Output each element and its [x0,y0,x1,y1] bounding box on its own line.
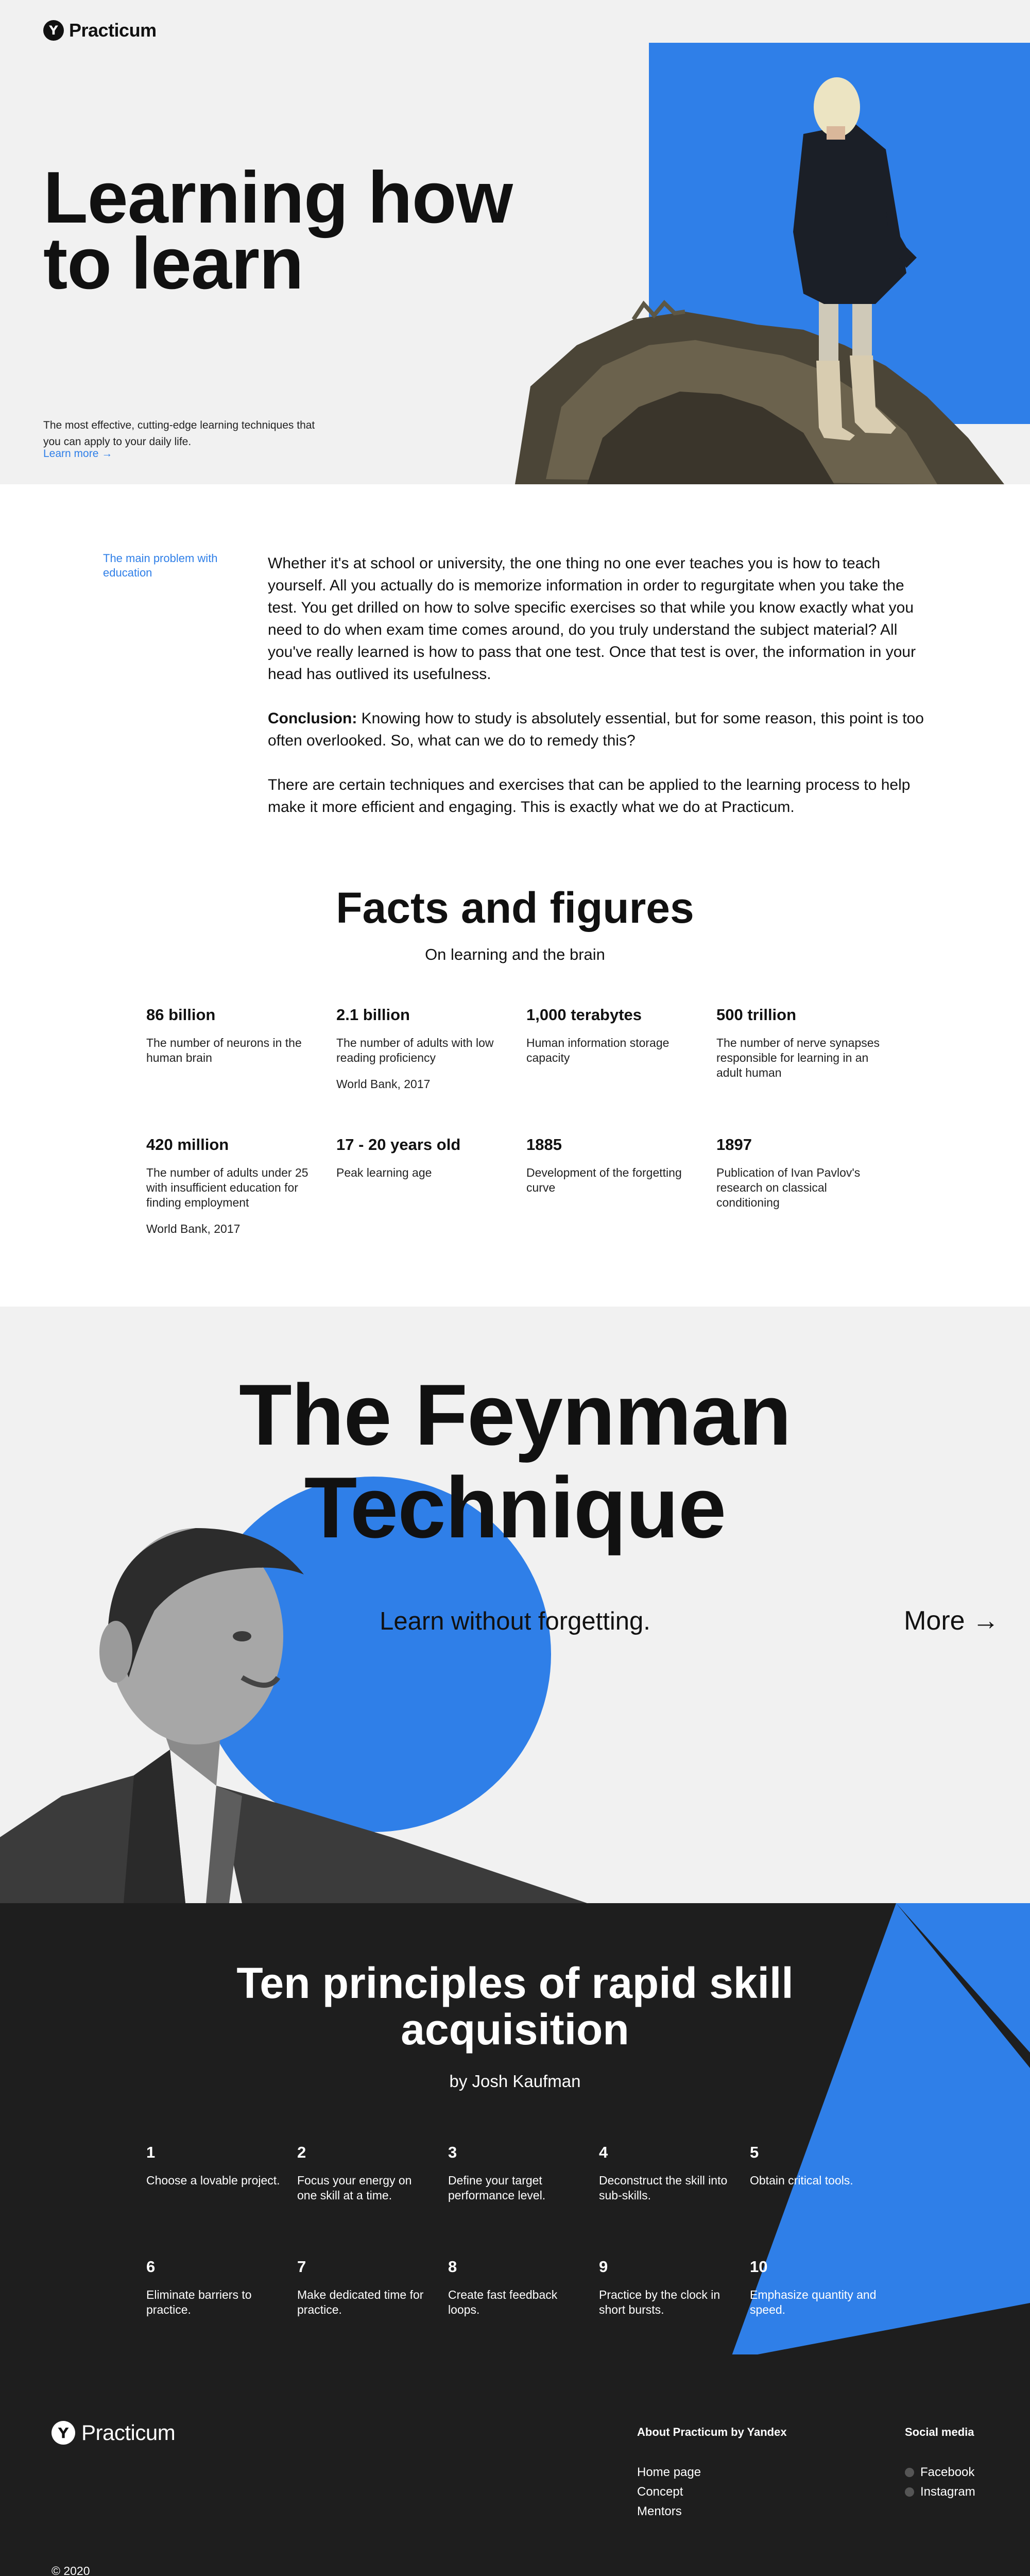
fact-value: 86 billion [146,1006,216,1024]
principle-number: 9 [599,2258,608,2276]
principle-text: Create fast feedback loops. [448,2288,558,2316]
principle-item [599,2258,733,2317]
principles-title-line1: Ten principles of rapid skill [236,1959,794,2007]
footer-social-title: Social media [905,2426,974,2438]
intro-body [268,552,932,840]
principle-number: 2 [297,2143,306,2161]
principle-text: Make dedicated time for practice. [297,2288,424,2316]
principle-item [146,2258,280,2317]
logo-text: Practicum [69,20,157,41]
fact-item [146,1136,321,1236]
principles-section [0,1903,1030,2354]
facebook-icon [905,2468,914,2477]
fact-value: 1897 [716,1136,752,1154]
principle-text: Eliminate barriers to practice. [146,2288,252,2316]
footer-about-title: About Practicum by Yandex [637,2426,787,2438]
yandex-logo-icon: Y [43,20,64,41]
hero-title [43,157,558,304]
principle-text: Focus your energy on one skill at a time. [297,2174,412,2202]
fact-value: 420 million [146,1136,229,1154]
footer-logo-text: Practicum [81,2420,176,2445]
learn-more-link[interactable]: Learn more → [43,448,113,460]
footer-social-column [905,2426,975,2502]
footer-logo[interactable] [52,2420,175,2445]
feynman-title-line2: Technique [304,1459,726,1556]
fact-text: The number of nerve synapses responsible for learning in an adult human [716,1036,880,1079]
fact-value: 1,000 terabytes [526,1006,642,1024]
conclusion-label: Conclusion: [268,710,357,727]
principle-item [448,2258,582,2317]
fact-text: Development of the forgetting curve [526,1166,682,1194]
footer-link-concept[interactable]: Concept [637,2485,683,2499]
footer-link-mentors[interactable]: Mentors [637,2504,682,2518]
fact-value: 1885 [526,1136,562,1154]
footer-link-instagram[interactable] [905,2482,975,2502]
principle-item [750,2258,884,2317]
principle-text: Define your target performance level. [448,2174,546,2202]
principles-author: by Josh Kaufman [449,2072,581,2091]
feynman-title [0,1368,1030,1554]
intro-label: The main problem with education [103,552,218,579]
facts-section [0,866,1030,1307]
principle-item [297,2258,431,2317]
feynman-portrait-illustration [0,1507,587,1903]
principle-number: 5 [750,2143,759,2161]
facts-subtitle: On learning and the brain [425,945,605,963]
principle-number: 6 [146,2258,156,2276]
fact-source: World Bank, 2017 [146,1222,241,1235]
footer-link-facebook[interactable] [905,2463,975,2482]
principles-title-line2: acquisition [401,2005,629,2054]
fact-source: World Bank, 2017 [336,1077,431,1091]
fact-text: The number of adults with low reading proficiency [336,1036,494,1064]
principle-text: Deconstruct the skill into sub-skills. [599,2174,728,2202]
fact-item [336,1136,511,1180]
principle-item [750,2143,884,2188]
principle-number: 1 [146,2143,156,2161]
conclusion-text: Knowing how to study is absolutely essential, but for some reason, this point is too often overlooked. So, what can we do to remedy this? [268,710,924,749]
principle-item [297,2143,431,2203]
fact-item [336,1006,511,1092]
principles-title [0,1960,1030,2053]
feynman-section [0,1307,1030,1903]
hero-section [0,0,1030,484]
principle-text: Choose a lovable project. [146,2174,280,2187]
principle-item [599,2143,733,2203]
principle-text: Obtain critical tools. [750,2174,853,2187]
principle-number: 7 [297,2258,306,2276]
intro-paragraph-2 [268,707,932,752]
principle-number: 8 [448,2258,457,2276]
footer-about-column [637,2426,787,2521]
instagram-icon [905,2487,914,2497]
feynman-more-link[interactable]: More → [904,1606,999,1636]
fact-item [716,1006,891,1080]
fact-value: 2.1 billion [336,1006,410,1024]
principle-item [448,2143,582,2203]
principle-item [146,2143,280,2188]
principle-number: 10 [750,2258,768,2276]
feynman-tagline: Learn without forgetting. [380,1607,650,1635]
yandex-logo-icon: Y [52,2421,75,2445]
fact-item [526,1006,701,1065]
principle-number: 4 [599,2143,608,2161]
intro-paragraph-3: There are certain techniques and exercises that can be applied to the learning process to help make it more efficient and engaging. This is exactly what we do at Practicum. [268,776,911,816]
fact-item [146,1006,321,1065]
intro-paragraph-1: Whether it's at school or university, the one thing no one ever teaches you is how to teach yourself. All you actually do is memorize information in order to regurgitate when you take the test. You get drilled on how to solve specific exercises so that while you know exactly what you need to do when exam time comes around, do you truly understand the subject material? All you've really learned is how to pass that one test. Once that test is over, the information in your head has outlived its usefulness. [268,555,916,683]
fact-item [716,1136,891,1210]
hero-description: The most effective, cutting-edge learning techniques that you can apply to your daily life. [43,419,315,448]
hero-title-line1: Learning how [43,157,512,239]
hero-illustration-person-on-rock [515,77,1030,484]
footer [0,2354,1030,2576]
facebook-label: Facebook [920,2465,975,2479]
instagram-label: Instagram [920,2485,975,2499]
fact-text: The number of neurons in the human brain [146,1036,302,1064]
fact-value: 17 - 20 years old [336,1136,461,1154]
fact-text: The number of adults under 25 with insufficient education for finding employment [146,1166,308,1209]
header-logo[interactable] [43,20,157,41]
footer-link-home[interactable]: Home page [637,2465,701,2479]
principle-text: Practice by the clock in short bursts. [599,2288,720,2316]
fact-item [526,1136,701,1195]
fact-text: Human information storage capacity [526,1036,670,1064]
fact-text: Peak learning age [336,1166,432,1179]
fact-text: Publication of Ivan Pavlov's research on classical conditioning [716,1166,861,1209]
feynman-title-line1: The Feynman [239,1366,791,1463]
intro-section [0,484,1030,866]
copyright: © 2020 [52,2564,90,2576]
facts-title: Facts and figures [336,884,694,932]
fact-value: 500 trillion [716,1006,797,1024]
principle-text: Emphasize quantity and speed. [750,2288,877,2316]
principle-number: 3 [448,2143,457,2161]
hero-title-line2: to learn [43,223,303,304]
